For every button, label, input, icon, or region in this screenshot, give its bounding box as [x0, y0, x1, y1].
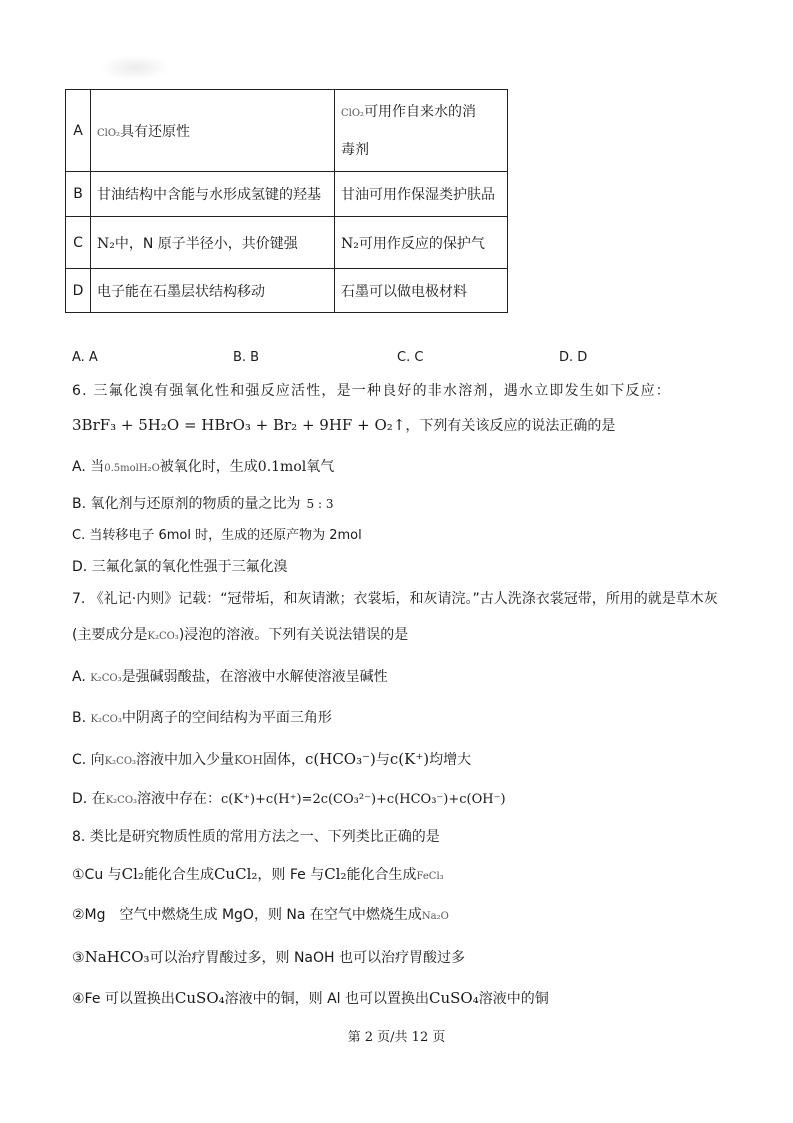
use-text: 可用作自来水的消 [364, 103, 477, 120]
formula: 0.5molH₂O [104, 463, 160, 474]
use-text: 甘油可用作保湿类护肤品 [341, 187, 495, 203]
use-text: 石墨可以做电极材料 [341, 283, 467, 300]
formula-k2co3: K₂CO₃ [90, 673, 122, 684]
option-text: D. 在 [72, 791, 106, 807]
page-number-footer: 第 2 页/共 12 页 [347, 1030, 446, 1045]
formula-k2co3: K₂CO₃ [147, 631, 179, 642]
q7-option-c [72, 749, 471, 772]
option-text: 固体， [262, 752, 305, 768]
row-label: B [66, 172, 91, 217]
property-cell [91, 90, 335, 172]
table-row [66, 269, 508, 313]
q6-equation: 3BrF₃ + 5H₂O = HBrO₃ + Br₂ + 9HF + O₂↑ [72, 416, 406, 434]
stem-text: (主要成分是 [72, 627, 148, 643]
option-text: 溶液中存在： [137, 791, 222, 807]
formula: N₂ [97, 235, 115, 252]
use-text: 可用作反应的保护气 [358, 235, 485, 252]
q6-stem-tail: ，下列有关该反应的说法正确的是 [405, 418, 616, 434]
q7-option-b [72, 708, 332, 730]
formula-k2co3: K₂CO₃ [105, 795, 138, 806]
table-row [66, 90, 508, 172]
option-text: 氧气 [306, 459, 335, 475]
option-text: 中阴离子的空间结构为平面三角形 [121, 710, 332, 726]
q6-option-a [72, 457, 334, 479]
q8-item-2 [72, 905, 449, 927]
item-text: ①Cu 与 [72, 867, 122, 883]
formula: ClO₂ [97, 127, 121, 139]
q7-stem-line2 [72, 625, 408, 647]
property-cell [91, 217, 335, 269]
option-text: 是强碱弱酸盐，在溶液中水解使溶液呈碱性 [121, 669, 388, 685]
table-row [66, 172, 508, 217]
q6-option-d: D. 三氟化氯的氧化性强于三氟化溴 [72, 559, 288, 575]
row-label: A [66, 90, 91, 172]
property-text: 甘油结构中含能与水形成氢键的羟基 [97, 187, 321, 203]
property-text: 具有还原性 [120, 123, 191, 140]
q6-stem: 6. 三氟化溴有强氧化性和强反应活性，是一种良好的非水溶剂，遇水立即发生如下反应： [72, 383, 672, 399]
formula: c(HCO₃⁻) [304, 750, 376, 768]
item-text: 能化合生成 [143, 867, 214, 883]
item-text: 可以治疗胃酸过多，则 NaOH 也可以治疗胃酸过多 [149, 950, 465, 966]
table-row [66, 217, 508, 269]
option-text: C. 向 [72, 752, 105, 768]
row-label: C [66, 217, 91, 269]
formula-k2co3: K₂CO₃ [90, 714, 122, 725]
formula: 0.1mol [257, 459, 307, 475]
formula-na2o: Na₂O [421, 911, 449, 922]
row-label: D [66, 269, 91, 313]
formula: Cl₂ [324, 865, 347, 883]
use-cell [335, 90, 508, 172]
property-text: 电子能在石墨层状结构移动 [97, 283, 265, 300]
options-table [65, 89, 508, 313]
use-cell [335, 217, 508, 269]
formula: CuSO₄ [429, 989, 479, 1007]
charge-balance-equation: c(K⁺)+c(H⁺)=2c(CO₃²⁻)+c(HCO₃⁻)+c(OH⁻) [221, 792, 506, 807]
option-text: B. [72, 710, 87, 726]
q7-stem: 7. 《礼记·内则》记载：“冠带垢，和灰请漱；衣裳垢，和灰请浣。”古人洗涤衣裳冠带，所用的就是草木灰 [72, 591, 718, 607]
option-text: 与 [375, 752, 390, 768]
property-text: 中，N 原子半径小，共价键强 [114, 235, 298, 252]
property-cell [91, 269, 335, 313]
stem-text: )浸泡的溶液。下列有关说法错误的是 [178, 627, 409, 643]
answer-option-b: B. B [233, 350, 260, 365]
formula: N₂ [341, 235, 359, 252]
item-text: 溶液中的铜，则 Al 也可以置换出 [224, 991, 430, 1007]
item-text: ③ [72, 950, 85, 966]
q8-item-4 [72, 988, 549, 1009]
q6-option-c: C. 当转移电子 6mol 时，生成的还原产物为 2mol [72, 528, 362, 543]
q6-option-b [72, 494, 333, 514]
formula-koh: KOH [234, 753, 263, 767]
item-text: ，则 Fe 与 [257, 867, 325, 883]
formula: NaHCO₃ [84, 948, 150, 966]
use-cell [335, 172, 508, 217]
formula-fecl3: FeCl₃ [416, 871, 444, 882]
q8-item-1 [72, 864, 444, 887]
item-text: 溶液中的铜 [478, 991, 549, 1007]
option-text: 均增大 [429, 752, 472, 768]
option-text: A. 当 [72, 459, 105, 475]
answer-option-a: A. A [72, 350, 98, 365]
formula: Cl₂ [121, 865, 144, 883]
answer-option-c: C. C [397, 350, 424, 365]
option-text: 被氧化时，生成 [159, 459, 258, 475]
use-text-cont: 毒剂 [341, 141, 369, 158]
property-cell [91, 172, 335, 217]
option-text: B. 氧化剂与还原剂的物质的量之比为 [72, 496, 301, 512]
item-text: ④Fe 可以置换出 [72, 991, 175, 1007]
formula: CuCl₂ [213, 865, 258, 883]
scan-smudge [100, 55, 170, 80]
formula: 5 : 3 [306, 497, 334, 511]
formula: ClO₂ [341, 107, 365, 119]
use-cell [335, 269, 508, 313]
formula: c(K⁺) [389, 750, 430, 768]
q7-option-d [72, 789, 506, 811]
formula: CuSO₄ [174, 989, 225, 1007]
formula-k2co3: K₂CO₃ [104, 756, 137, 767]
q7-option-a [72, 667, 388, 689]
item-text: 能化合生成 [346, 867, 417, 883]
option-text: A. [72, 669, 86, 685]
answer-option-d: D. D [559, 350, 588, 365]
option-text: 溶液中加入少量 [136, 752, 235, 768]
q8-stem: 8. 类比是研究物质性质的常用方法之一、下列类比正确的是 [72, 829, 440, 845]
q8-item-3 [72, 947, 465, 968]
item-text: ②Mg 空气中燃烧生成 MgO，则 Na 在空气中燃烧生成 [72, 907, 422, 923]
q6-equation-line [72, 415, 615, 436]
